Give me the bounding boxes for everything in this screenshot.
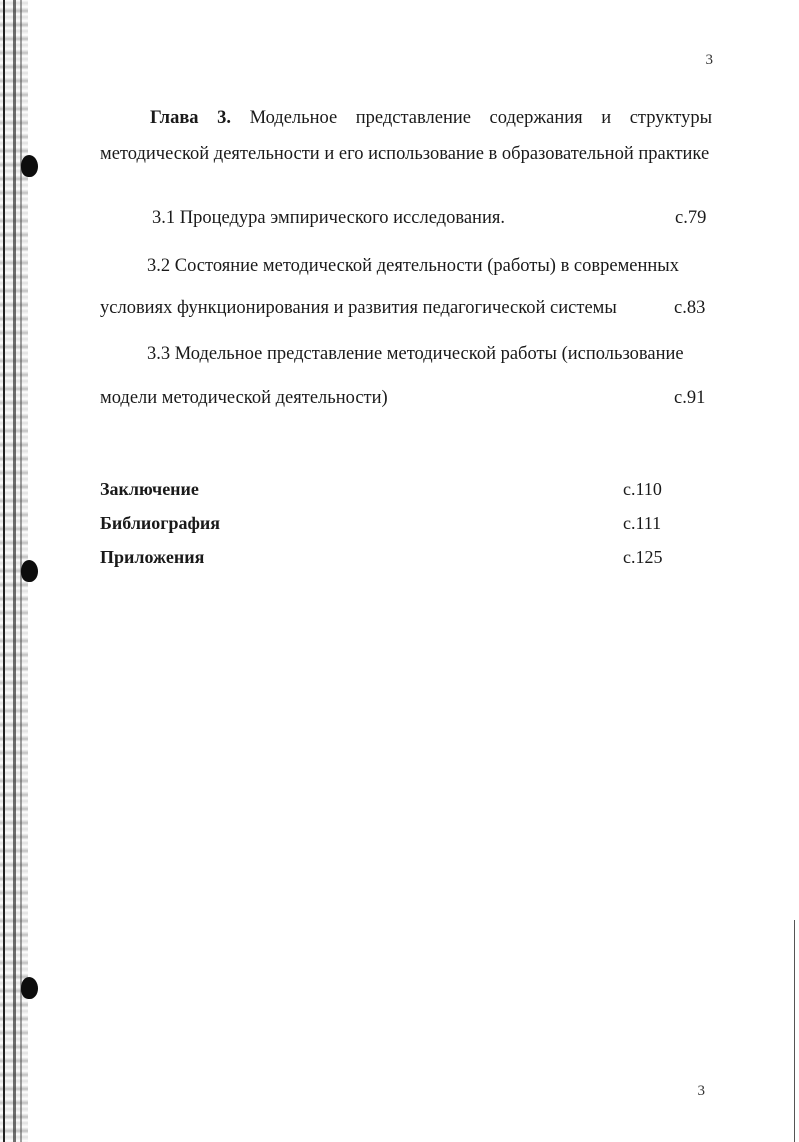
punch-hole-mark [21, 560, 38, 582]
toc-entry-3-2-line2[interactable] [100, 296, 708, 320]
toc-page-ref: с.110 [623, 479, 662, 499]
scan-binding-line [3, 0, 5, 1142]
toc-page-ref: с.91 [674, 388, 706, 408]
toc-entry-text: условиях функционирования и развития педагогической системы [100, 298, 617, 318]
scan-binding-line [13, 0, 16, 1142]
toc-entry-appendices[interactable] [100, 545, 670, 569]
toc-entry-title: Библиография [100, 513, 221, 533]
toc-entry-text: 3.1 Процедура эмпирического исследования. [152, 208, 505, 228]
punch-hole-mark [21, 977, 38, 999]
page-number-top: 3 [705, 52, 713, 68]
toc-page-ref: с.111 [623, 513, 662, 533]
toc-entry-3-1[interactable] [152, 206, 707, 230]
toc-entry-3-3-line1[interactable] [147, 342, 684, 366]
chapter-label: Глава 3. [150, 108, 232, 128]
chapter-heading [100, 100, 712, 172]
toc-entry-3-2-line1[interactable] [147, 254, 679, 278]
toc-entry-text: 3.3 Модельное представление методической работы (использование [147, 344, 684, 364]
page-number-bottom: 3 [697, 1083, 705, 1099]
toc-entry-3-3-line2[interactable] [100, 386, 708, 410]
toc-entry-text: модели методической деятельности) [100, 388, 388, 408]
chapter-title: Модельное представление содержания и структуры методической деятельности и его использование в образовательной практике [100, 108, 712, 164]
toc-entry-conclusion[interactable] [100, 477, 670, 501]
toc-entry-title: Заключение [100, 479, 199, 499]
toc-entry-text: 3.2 Состояние методической деятельности (работы) в современных [147, 256, 679, 276]
scan-edge-line [794, 920, 795, 1142]
punch-hole-mark [21, 155, 38, 177]
toc-page-ref: с.79 [675, 208, 707, 228]
toc-page-ref: с.125 [623, 547, 663, 567]
toc-entry-bibliography[interactable] [100, 511, 670, 535]
toc-entry-title: Приложения [100, 547, 205, 567]
toc-page-ref: с.83 [674, 298, 706, 318]
